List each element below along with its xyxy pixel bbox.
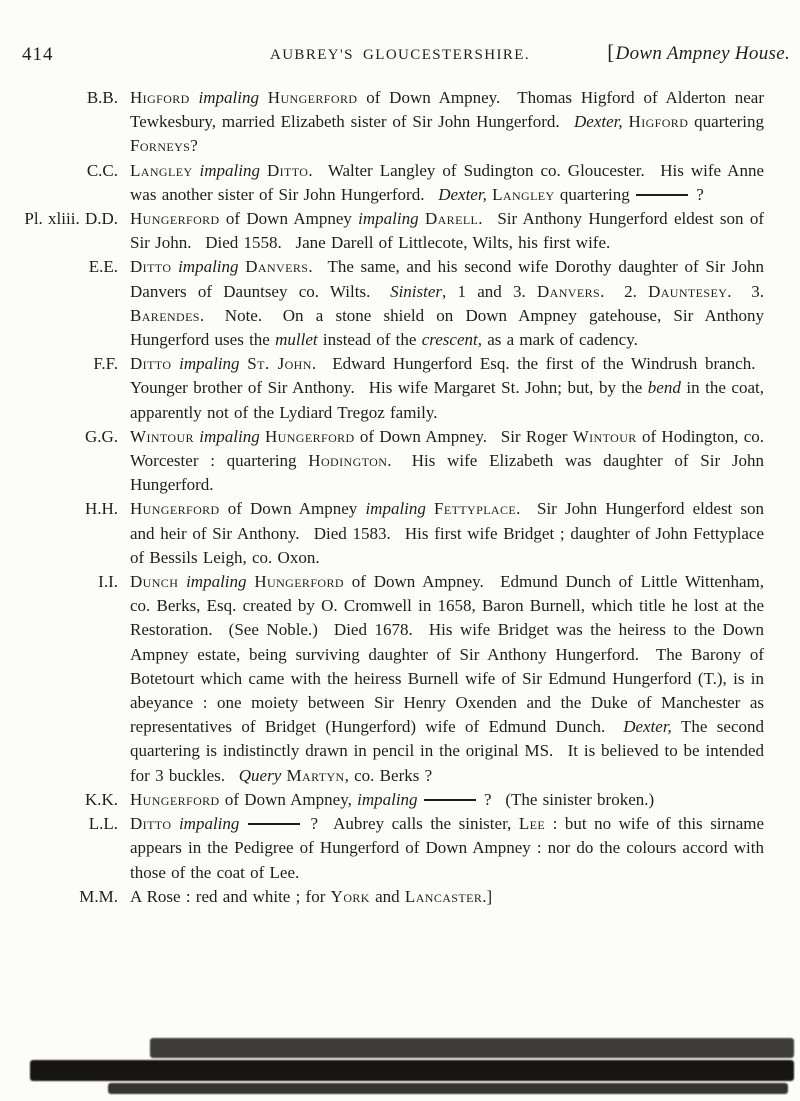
entry-label: I.I. (98, 572, 118, 592)
blank-rule (424, 799, 476, 801)
entry-hh (0, 497, 800, 570)
blank-rule (248, 823, 300, 825)
entry-label: C.C. (86, 160, 118, 180)
entry-text: A Rose : red and white ; for York and Lancaster.] (130, 886, 493, 906)
entry-label: K.K. (84, 789, 118, 809)
entry-text: Hungerford of Down Ampney impaling Fettyplace. Sir John Hungerford eldest son and heir of Sir Anthony. Died 1583. His first wife Bridget ; daughter of John Fettyplace of Bessils Leigh, co. Oxon. (130, 499, 765, 567)
section-title-text: Down Ampney House. (615, 43, 790, 64)
entry-text: Ditto impaling Danvers. The same, and his second wife Dorothy daughter of Sir John Danvers of Dauntsey co. Wilts. Sinister, 1 and 3. Danvers. 2. Dauntesey. 3. Barendes. Note. On a stone shield on Down Ampney gatehouse, Sir Anthony Hungerford uses the mullet instead of the crescent, as a mark of cadency. (130, 257, 765, 350)
entry-bb (0, 86, 800, 159)
section-title (607, 40, 790, 65)
entry-label: F.F. (93, 354, 118, 374)
entry-ll (0, 812, 800, 885)
entry-label: B.B. (86, 88, 118, 107)
scan-shadow-band-2 (30, 1060, 794, 1081)
entry-cc (0, 159, 800, 207)
entry-label: H.H. (84, 499, 118, 519)
opening-bracket: [ (607, 40, 615, 64)
entry-text: Langley impaling Ditto. Walter Langley of Sudington co. Gloucester. His wife Anne was another sister of Sir John Hungerford. Dexter, Langley quartering ? (130, 160, 764, 204)
entry-dd (0, 207, 800, 255)
entry-ff (0, 352, 800, 425)
entry-mm (0, 885, 800, 909)
entry-label: Pl. xliii. D.D. (24, 209, 118, 229)
entry-label: G.G. (84, 426, 118, 446)
entries (0, 86, 800, 909)
entry-kk (0, 788, 800, 812)
entry-text: Ditto impaling ? Aubrey calls the sinister, Lee : but no wife of this sirname appears in the Pedigree of Hungerford of Down Ampney : nor do the colours accord with those of the coat of Lee. (130, 814, 765, 882)
entry-gg (0, 425, 800, 498)
entry-label: L.L. (88, 814, 118, 834)
page-number: 414 (22, 44, 54, 65)
scan-shadow-band-3 (108, 1083, 788, 1094)
entry-label: M.M. (79, 886, 118, 906)
scan-shadow-band-1 (150, 1038, 794, 1058)
entry-label: E.E. (88, 257, 118, 277)
entry-text: Ditto impaling St. John. Edward Hungerford Esq. the first of the Windrush branch. Younger brother of Sir Anthony. His wife Margaret St. John; but, by the bend in the coat, apparently not of the Lydiard Tregoz family. (130, 354, 764, 422)
entry-ee (0, 255, 800, 352)
entry-text: Wintour impaling Hungerford of Down Ampney. Sir Roger Wintour of Hodington, co. Worcester : quartering Hodington. His wife Elizabeth was daughter of Sir John Hungerford. (130, 426, 764, 495)
entry-text: Hungerford of Down Ampney impaling Darell. Sir Anthony Hungerford eldest son of Sir John. Died 1558. Jane Darell of Littlecote, Wilts, his first wife. (130, 209, 764, 253)
entry-ii (0, 570, 800, 788)
blank-rule (636, 194, 688, 196)
entry-text: Hungerford of Down Ampney, impaling ? (The sinister broken.) (130, 789, 655, 809)
entry-text: Dunch impaling Hungerford of Down Ampney. Edmund Dunch of Little Wittenham, co. Berks, Esq. created by O. Cromwell in 1658, Baron Burnell, which title he lost at the Restoration. (See Noble.) Died 1678. His wife Bridget was the heiress to the Down Ampney estate, being surviving daughter of Sir Anthony Hungerford. The Barony of Botetourt which came with the heiress Burnell wife of Sir Edmund Hungerford (T.), is in abeyance : one moiety between Sir Henry Oxenden and the Duke of Manchester as representatives of Bridget (Hungerford) wife of Edmund Dunch. Dexter, The second quartering is indistinctly drawn in pencil in the original MS. It is believed to be intended for 3 buckles. Query Martyn, co. Berks ? (130, 572, 764, 785)
entry-text: Higford impaling Hungerford of Down Ampney. Thomas Higford of Alderton near Tewkesbury, married Elizabeth sister of Sir John Hungerford. Dexter, Higford quartering Forneys? (130, 88, 765, 156)
running-title: AUBREY'S GLOUCESTERSHIRE. (269, 47, 531, 63)
